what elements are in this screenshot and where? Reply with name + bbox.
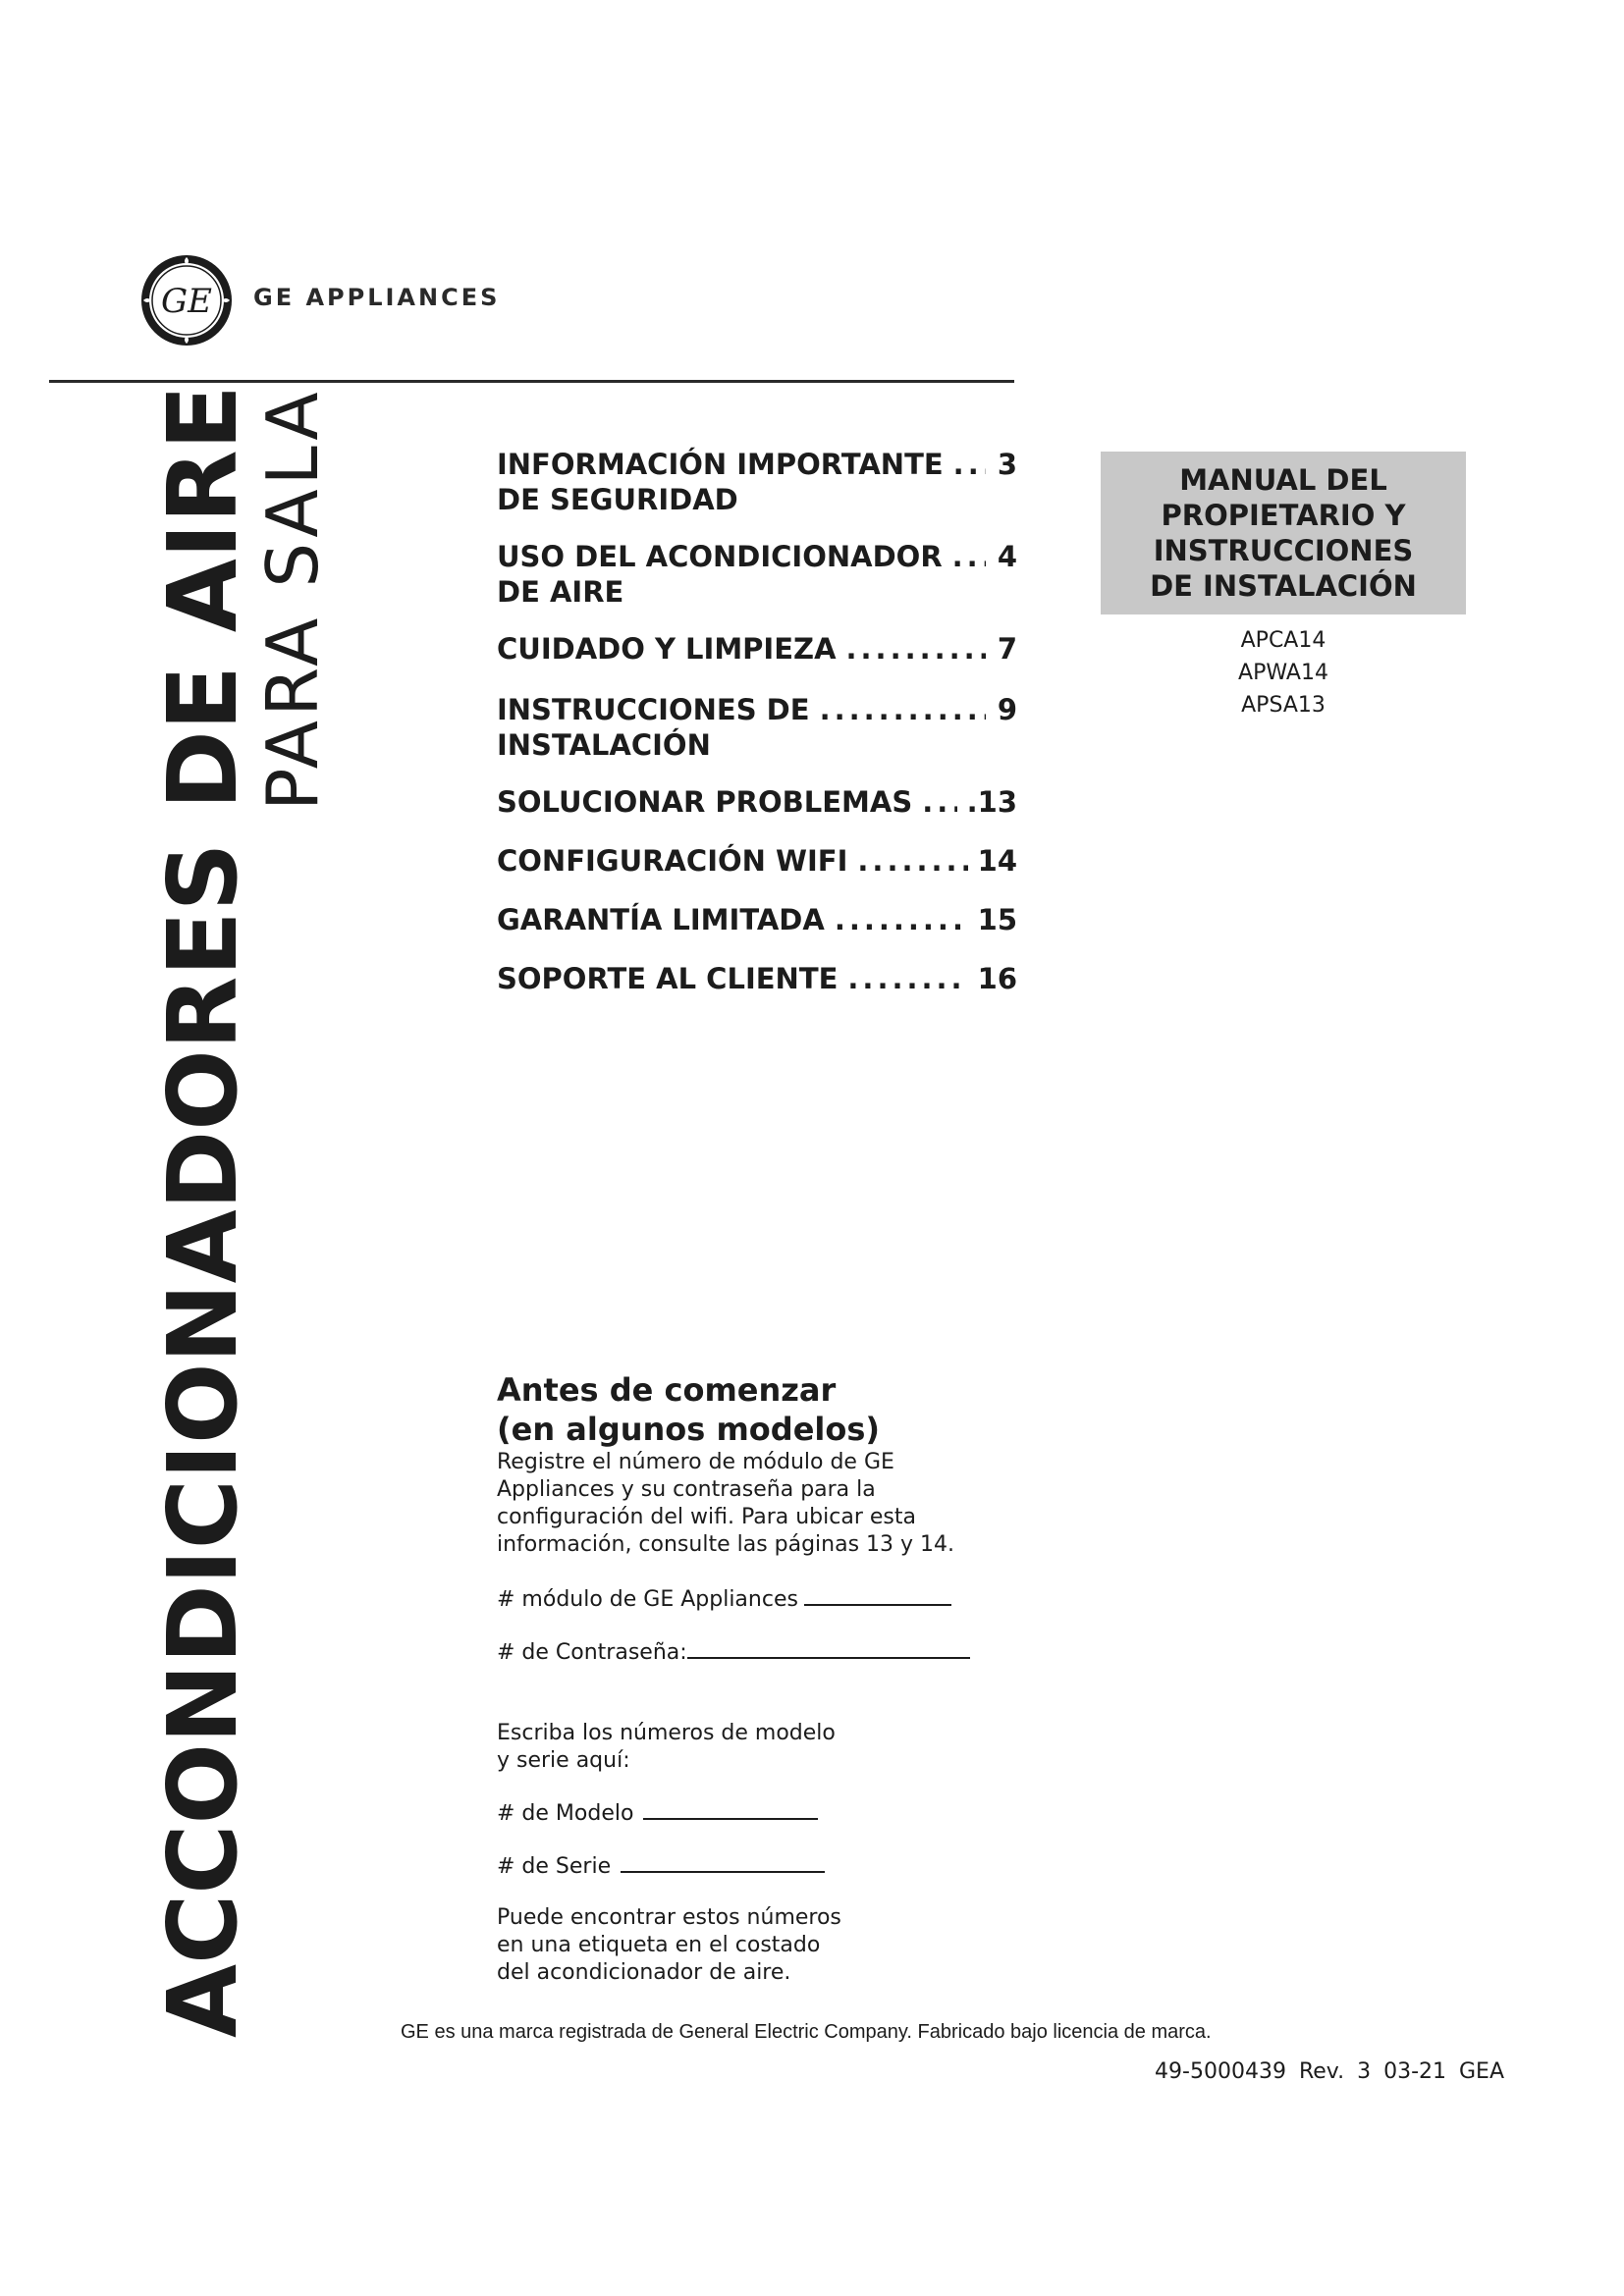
serial-number-field[interactable] xyxy=(497,1851,1007,1881)
toc-leader xyxy=(820,692,986,727)
toc-leader xyxy=(857,843,967,879)
toc-item-title: CONFIGURACIÓN WIFI xyxy=(497,844,848,878)
toc-leader xyxy=(953,447,986,482)
toc-item-page: .13 xyxy=(966,785,1017,819)
manual-type-label: MANUAL DEL PROPIETARIO Y INSTRUCCIONES DE INSTALACIÓN xyxy=(1150,463,1417,603)
legal-notice: GE es una marca registrada de General Electric Company. Fabricado bajo licencia de marca. xyxy=(401,2021,1212,2043)
section-intro: Registre el número de módulo de GE Appliances y su contraseña para la configuración del wifi. Para ubicar esta información, consulte las páginas 13 y 14. xyxy=(497,1450,955,1557)
toc-item-title: USO DEL ACONDICIONADOR DE AIRE xyxy=(497,540,943,609)
document-number: 49-5000439 Rev. 3 03-21 GEA xyxy=(1155,2059,1504,2084)
before-start-section xyxy=(497,1370,1007,1987)
toc-leader xyxy=(846,631,986,667)
toc-item[interactable] xyxy=(497,843,1017,879)
toc-item-title: SOPORTE AL CLIENTE xyxy=(497,962,839,995)
module-number-blank[interactable] xyxy=(804,1584,951,1606)
password-field[interactable] xyxy=(497,1637,1007,1667)
model-number-label: # de Modelo xyxy=(497,1801,634,1826)
toc-item-page: 15 xyxy=(977,903,1017,936)
toc-item-title: INFORMACIÓN IMPORTANTE DE SEGURIDAD xyxy=(497,448,944,516)
module-number-label: # módulo de GE Appliances xyxy=(497,1587,798,1612)
password-blank[interactable] xyxy=(687,1637,970,1659)
ge-logo xyxy=(139,253,234,347)
model-number: APWA14 xyxy=(1238,661,1328,685)
header-rule xyxy=(49,380,1014,383)
manual-type-box xyxy=(1101,452,1466,614)
toc-leader xyxy=(922,784,956,820)
brand-name: GE APPLIANCES xyxy=(253,284,501,311)
serial-number-label: # de Serie xyxy=(497,1854,612,1879)
toc-item[interactable] xyxy=(497,692,1017,763)
toc-item-title: CUIDADO Y LIMPIEZA xyxy=(497,632,837,666)
toc-item[interactable] xyxy=(497,902,1017,937)
write-instruction: Escriba los números de modelo y serie aquí: xyxy=(497,1721,836,1773)
model-number: APSA13 xyxy=(1241,693,1326,718)
toc-item[interactable] xyxy=(497,447,1017,517)
toc-item-page: 14 xyxy=(977,844,1017,878)
model-list xyxy=(1101,624,1466,721)
toc-item[interactable] xyxy=(497,784,1017,820)
location-note: Puede encontrar estos números en una etiqueta en el costado del acondicionador de aire. xyxy=(497,1905,841,1985)
vertical-main-title: ACCONDICIONADORES DE AIRE xyxy=(147,385,258,2038)
toc-item-title: GARANTÍA LIMITADA xyxy=(497,903,825,936)
toc-item[interactable] xyxy=(497,961,1017,996)
toc-item-title: SOLUCIONAR PROBLEMAS xyxy=(497,785,913,819)
module-number-field[interactable] xyxy=(497,1584,1007,1614)
vertical-subtitle: PARA SALA xyxy=(251,388,334,811)
table-of-contents xyxy=(497,447,1017,996)
toc-item-title: INSTRUCCIONES DE INSTALACIÓN xyxy=(497,693,810,762)
model-number: APCA14 xyxy=(1240,628,1326,653)
toc-leader xyxy=(847,961,967,996)
toc-item-page: 7 xyxy=(997,632,1017,666)
toc-item-page: 3 xyxy=(997,448,1017,481)
toc-leader xyxy=(835,902,968,937)
toc-item-page: 9 xyxy=(997,693,1017,726)
model-number-field[interactable] xyxy=(497,1798,1007,1828)
serial-number-blank[interactable] xyxy=(621,1851,825,1873)
toc-leader xyxy=(952,539,986,574)
toc-item-page: 16 xyxy=(977,962,1017,995)
toc-item[interactable] xyxy=(497,631,1017,667)
password-label: # de Contraseña: xyxy=(497,1640,687,1665)
toc-item[interactable] xyxy=(497,539,1017,610)
toc-item-page: 4 xyxy=(997,540,1017,573)
svg-text:GE: GE xyxy=(161,282,212,321)
section-heading: Antes de comenzar (en algunos modelos) xyxy=(497,1371,881,1448)
model-number-blank[interactable] xyxy=(643,1798,818,1820)
